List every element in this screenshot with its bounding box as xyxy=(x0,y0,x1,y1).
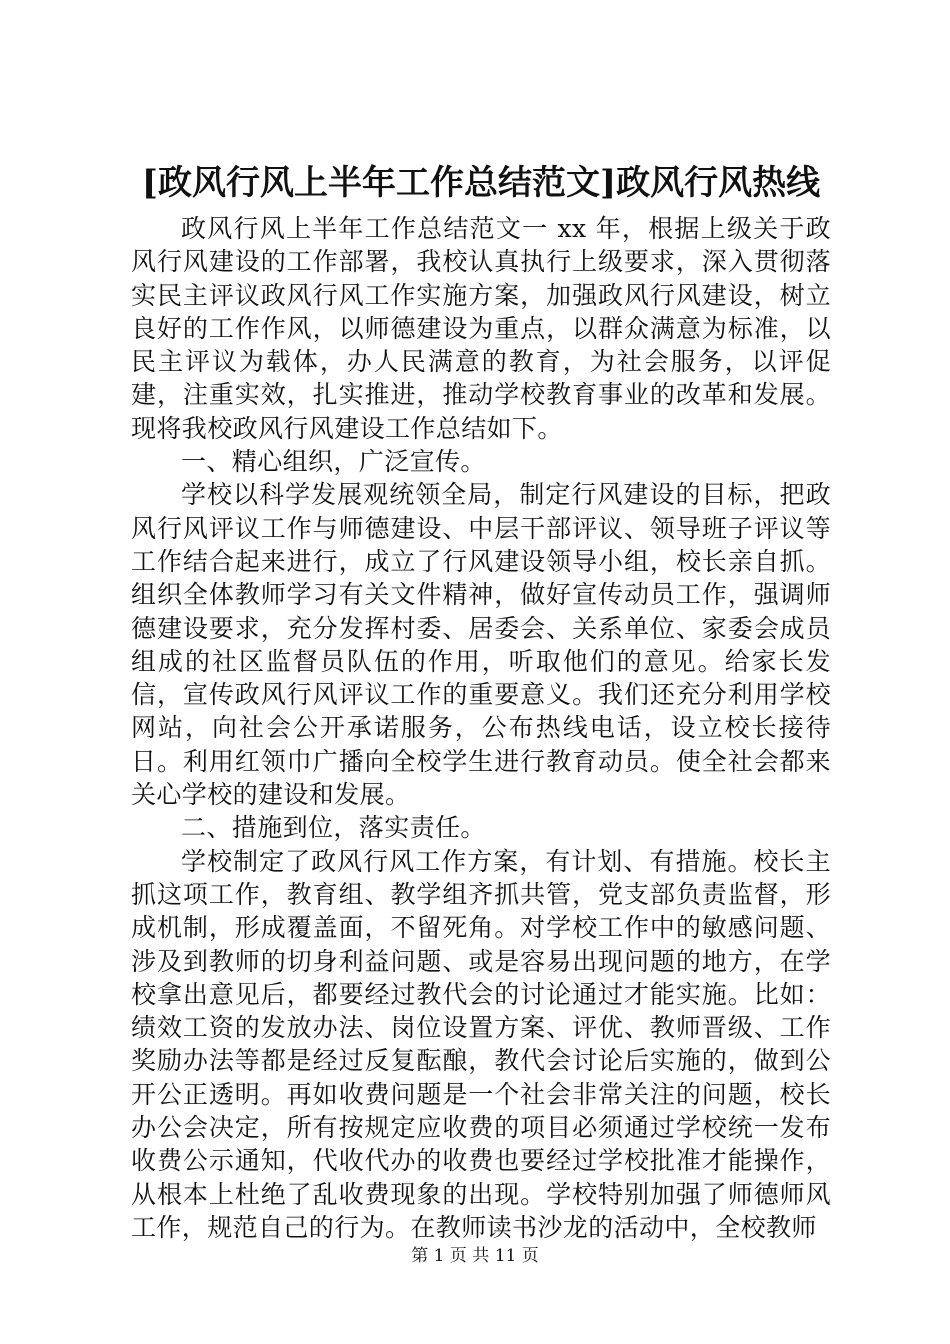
document-title: [政风行风上半年工作总结范文]政风行风热线 xyxy=(141,163,821,203)
section-heading-1: 一、精心组织，广泛宣传。 xyxy=(181,447,486,477)
paragraph-intro: 政风行风上半年工作总结范文一 xx 年，根据上级关于政风行风建设的工作部署，我校认真执行上级要求，深入贯彻落实民主评议政风行风工作实施方案，加强政风行风建设，树立良好的工作作风，以师德建设为重点，以群众满意为标准，以民主评议为载体，办人民满意的教育，为社会服务，以评促建，注重实效，扎实推进，推动学校教育事业的改革和发展。现将我校政风行风建设工作总结如下。 xyxy=(131,214,831,443)
page-footer: 第 1 页 共 11 页 xyxy=(411,1246,539,1266)
section-heading-2: 二、措施到位，落实责任。 xyxy=(181,813,486,843)
paragraph-section-2: 学校制定了政风行风工作方案，有计划、有措施。校长主抓这项工作，教育组、教学组齐抓共管，党支部负责监督，形成机制，形成覆盖面，不留死角。对学校工作中的敏感问题、涉及到教师的切身利益问题、或是容易出现问题的地方，在学校拿出意见后，都要经过教代会的讨论通过才能实施。比如：绩效工资的发放办法、岗位设置方案、评优、教师晋级、工作奖励办法等都是经过反复酝酿，教代会讨论后实施的，做到公开公正透明。再如收费问题是一个社会非常关注的问题，校长办公会决定，所有按规定应收费的项目必须通过学校统一发布收费公示通知，代收代办的收费也要经过学校批准才能操作，从根本上杜绝了乱收费现象的出现。学校特别加强了师德师风工作，规范自己的行为。在教师读书沙龙的活动中，全校教师 xyxy=(131,846,831,1242)
paragraph-section-1: 学校以科学发展观统领全局，制定行风建设的目标，把政风行风评议工作与师德建设、中层干部评议、领导班子评议等工作结合起来进行，成立了行风建设领导小组，校长亲自抓。组织全体教师学习有关文件精神，做好宣传动员工作，强调师德建设要求，充分发挥村委、居委会、关系单位、家委会成员组成的社区监督员队伍的作用，听取他们的意见。给家长发信，宣传政风行风评议工作的重要意义。我们还充分利用学校网站，向社会公开承诺服务，公布热线电话，设立校长接待日。利用红领巾广播向全校学生进行教育动员。使全社会都来关心学校的建设和发展。 xyxy=(131,480,831,810)
document-body xyxy=(131,212,831,1244)
